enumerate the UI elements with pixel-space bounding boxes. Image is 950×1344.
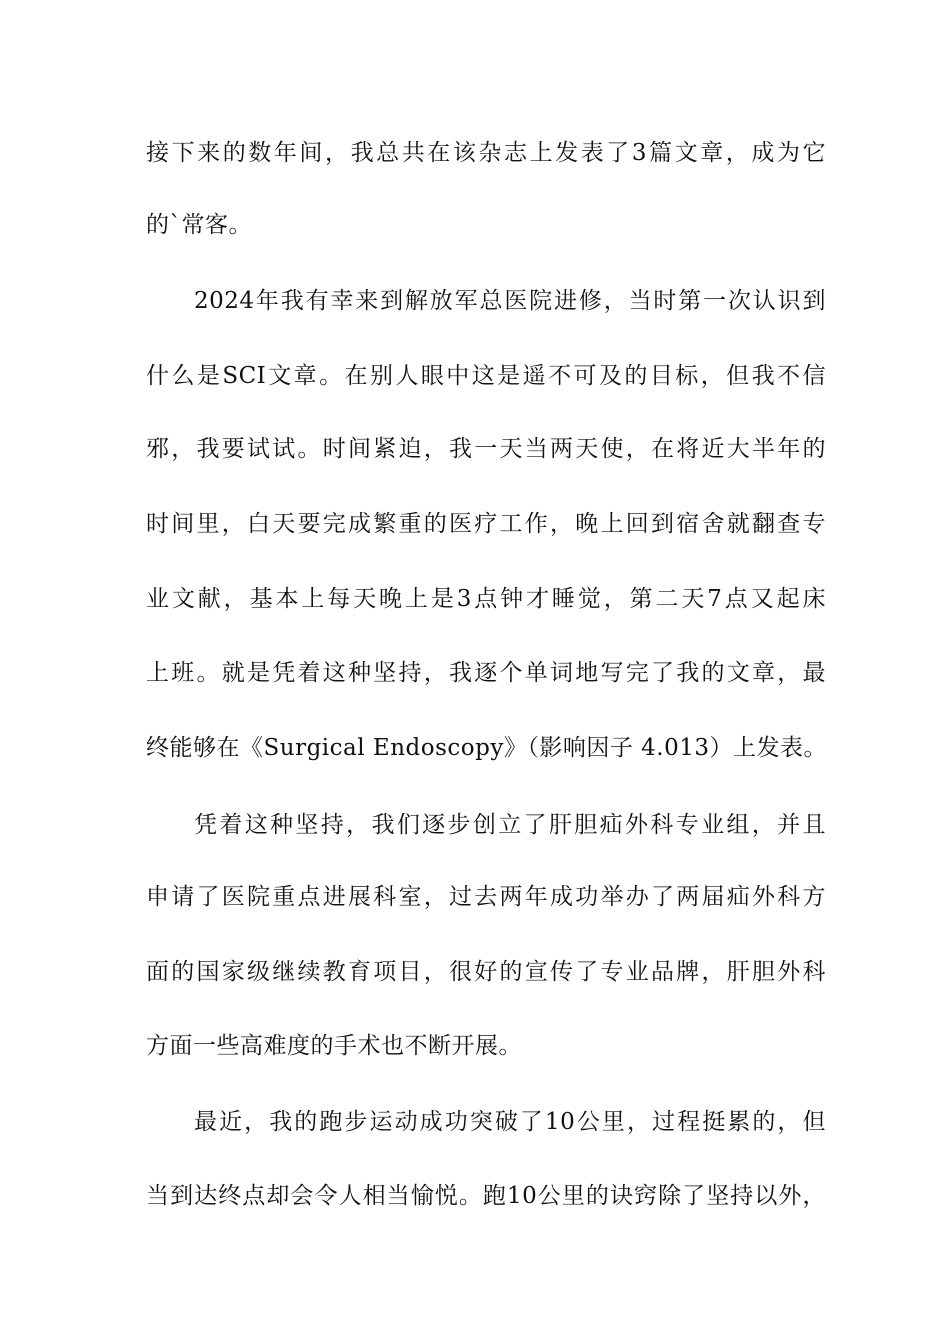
paragraph-line: 申请了医院重点进展科室，过去两年成功举办了两届疝外科方 — [146, 884, 826, 910]
paragraph-line: 面的国家级继续教育项目，很好的宣传了专业品牌，肝胆外科 — [146, 959, 826, 985]
paragraph-line: 上班。就是凭着这种坚持，我逐个单词地写完了我的文章，最 — [146, 660, 826, 686]
paragraph-line: 时间里，白天要完成繁重的医疗工作，晚上回到宿舍就翻查专 — [146, 511, 826, 537]
paragraph-line: 接下来的数年间，我总共在该杂志上发表了3篇文章，成为它 — [146, 140, 826, 166]
paragraph-line: 凭着这种坚持，我们逐步创立了肝胆疝外科专业组，并且 — [194, 812, 826, 838]
paragraph-line: 终能够在《Surgical Endoscopy》（影响因子 4.013）上发表。 — [146, 735, 827, 761]
paragraph-line: 的`常客。 — [146, 212, 252, 238]
paragraph-line: 业文献，基本上每天晚上是3点钟才睡觉，第二天7点又起床 — [146, 586, 826, 612]
paragraph-line: 最近，我的跑步运动成功突破了10公里，过程挺累的，但 — [194, 1109, 826, 1135]
paragraph-line: 什么是SCI文章。在别人眼中这是遥不可及的目标，但我不信 — [146, 363, 826, 389]
paragraph-line: 2024年我有幸来到解放军总医院进修，当时第一次认识到 — [194, 288, 826, 314]
paragraph-line: 当到达终点却会令人相当愉悦。跑10公里的诀窍除了坚持以外， — [146, 1183, 826, 1209]
paragraph-line: 邪，我要试试。时间紧迫，我一天当两天使，在将近大半年的 — [146, 436, 826, 462]
paragraph-line: 方面一些高难度的手术也不断开展。 — [146, 1033, 522, 1059]
